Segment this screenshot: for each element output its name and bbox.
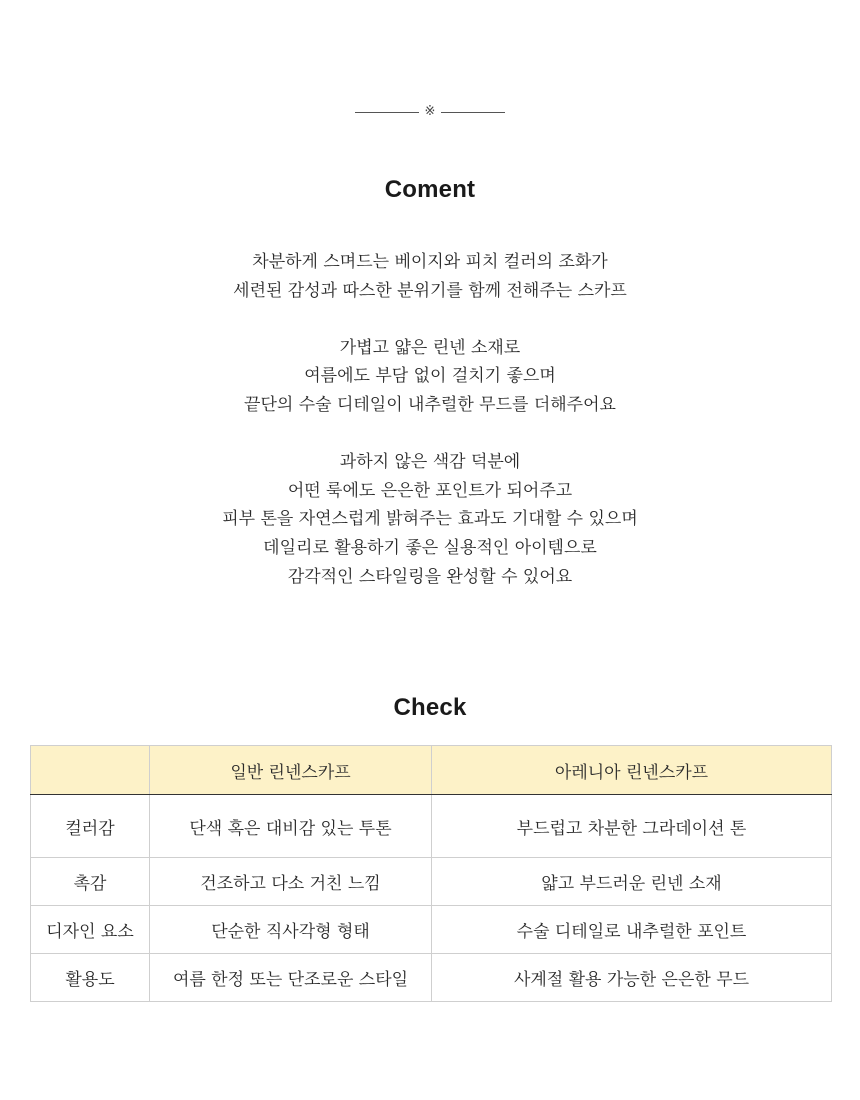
table-cell: 부드럽고 차분한 그라데이션 톤 [432,795,832,858]
comparison-table [30,745,832,1002]
divider-line-right [441,112,505,113]
comment-line: 가볍고 얇은 린넨 소재로 [339,337,521,358]
table-row-label: 촉감 [31,858,150,906]
comment-line: 어떤 룩에도 은은한 포인트가 되어주고 [287,480,573,501]
table-cell: 수술 디테일로 내추럴한 포인트 [432,906,832,954]
section-divider [0,103,860,121]
comment-line: 끝단의 수술 디테일이 내추럴한 무드를 더해주어요 [244,394,616,415]
comment-line: 과하지 않은 색감 덕분에 [339,452,521,473]
table-cell: 얇고 부드러운 린넨 소재 [432,858,832,906]
table-cell: 사계절 활용 가능한 은은한 무드 [432,954,832,1002]
table-header-cell: 일반 린넨스카프 [150,746,432,795]
table-cell: 건조하고 다소 거친 느낌 [150,858,432,906]
comment-title: Coment [384,176,476,203]
table-row [31,858,832,906]
comment-line: 데일리로 활용하기 좋은 실용적인 아이템으로 [263,537,597,558]
comment-line: 여름에도 부담 없이 걸치기 좋으며 [304,366,556,387]
comment-line: 피부 톤을 자연스럽게 밝혀주는 효과도 기대할 수 있으며 [222,509,638,530]
table-row [31,795,832,858]
comment-line: 감각적인 스타일링을 완성할 수 있어요 [287,566,573,587]
comment-paragraph [0,448,860,591]
table-header-cell [31,746,150,795]
table-row-label: 활용도 [31,954,150,1002]
table-row-label: 컬러감 [31,795,150,858]
comment-line: 세련된 감성과 따스한 분위기를 함께 전해주는 스카프 [233,280,627,301]
divider-line-left [355,112,419,113]
table-cell: 단순한 직사각형 형태 [150,906,432,954]
table-header-row [31,746,832,795]
divider-ornament: ※ [424,104,436,119]
table-cell: 단색 혹은 대비감 있는 투톤 [150,795,432,858]
comment-paragraph [0,334,860,420]
table-header-cell: 아레니아 린넨스카프 [432,746,832,795]
comment-paragraph [0,248,860,305]
comment-line: 차분하게 스며드는 베이지와 피치 컬러의 조화가 [252,252,608,272]
check-title: Check [393,694,467,721]
table-row-label: 디자인 요소 [31,906,150,954]
table-row [31,906,832,954]
comment-body [0,248,860,591]
table-cell: 여름 한정 또는 단조로운 스타일 [150,954,432,1002]
table-row [31,954,832,1002]
